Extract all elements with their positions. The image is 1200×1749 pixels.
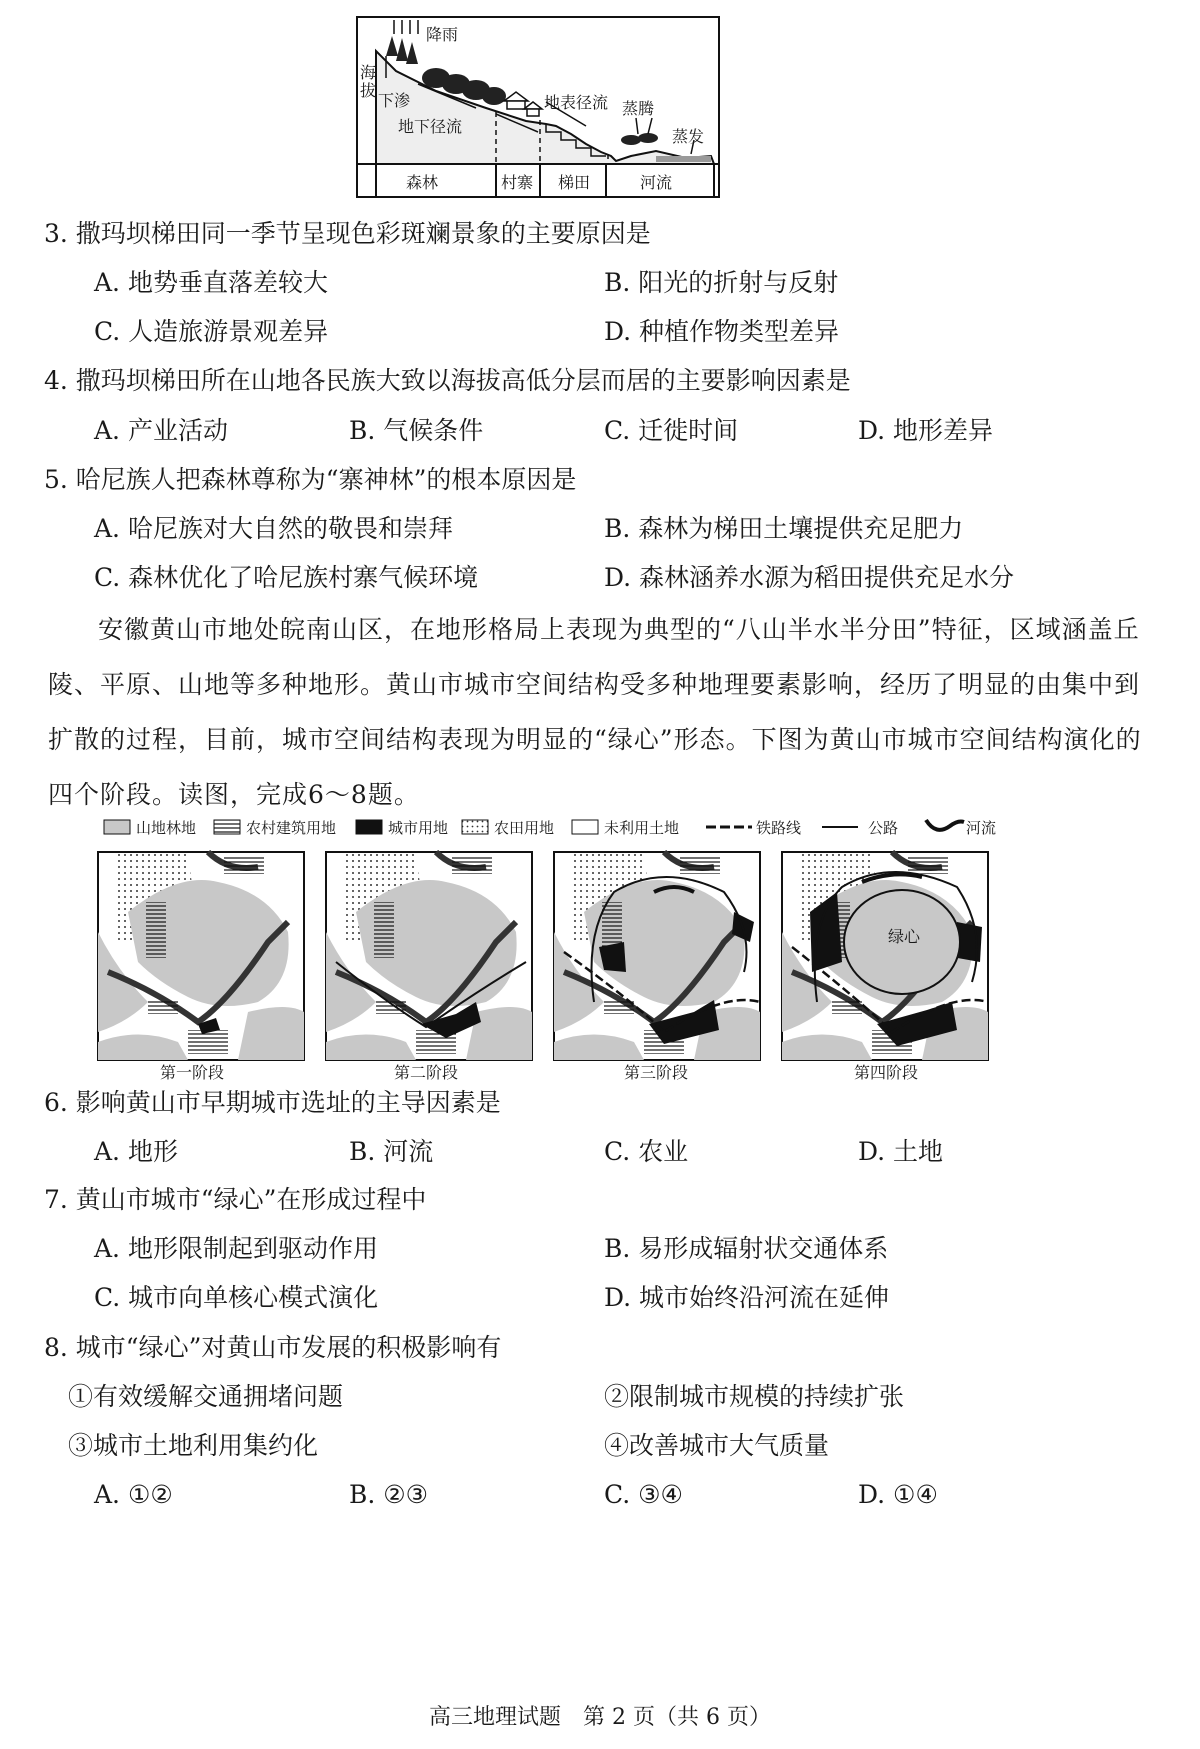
legend-river: 河流 [966, 819, 997, 837]
stage-2-map [326, 852, 532, 1060]
question-7-option-a[interactable]: A. 地形限制起到驱动作用 [94, 1234, 378, 1263]
label-surface-runoff: 地表径流 [544, 93, 609, 112]
question-3-option-c[interactable]: C. 人造旅游景观差异 [94, 317, 329, 346]
stage-1-label: 第一阶段 [160, 1063, 225, 1082]
question-6-stem: 6. 影响黄山市早期城市选址的主导因素是 [44, 1088, 501, 1117]
stage-4-label: 第四阶段 [854, 1063, 919, 1082]
question-8-stem: 8. 城市“绿心”对黄山市发展的积极影响有 [44, 1333, 502, 1362]
question-8-statement-4: ④改善城市大气质量 [604, 1431, 830, 1460]
question-3-option-d[interactable]: D. 种植作物类型差异 [604, 317, 840, 346]
question-8-option-a[interactable]: A. ①② [94, 1480, 173, 1509]
page-footer: 高三地理试题 第 2 页（共 6 页） [429, 1705, 771, 1730]
label-rain: 降雨 [426, 25, 459, 44]
question-5-option-a[interactable]: A. 哈尼族对大自然的敬畏和崇拜 [94, 514, 453, 543]
zone-village: 村寨 [501, 173, 534, 192]
label-infiltration: 下渗 [378, 91, 411, 110]
reading-passage: 安徽黄山市地处皖南山区，在地形格局上表现为典型的“八山半水半分田”特征，区域涵盖丘陵、平原、山地等多种地形。黄山市城市空间结构受多种地理要素影响，经历了明显的由集中到扩散的过程，目前，城市空间结构表现为明显的“绿心”形态。下图为黄山市城市空间结构演化的四个阶段。读图，完成6～8题。 [48, 615, 1142, 809]
question-4-option-b[interactable]: B. 气候条件 [349, 416, 484, 445]
question-8-option-d[interactable]: D. ①④ [858, 1480, 938, 1509]
legend-rural-building: 农村建筑用地 [246, 819, 337, 837]
green-core-label: 绿心 [888, 927, 921, 946]
question-4-option-d[interactable]: D. 地形差异 [858, 416, 994, 445]
question-6-option-a[interactable]: A. 地形 [94, 1137, 178, 1166]
legend-urban: 城市用地 [388, 819, 449, 837]
question-6-option-c[interactable]: C. 农业 [604, 1137, 689, 1166]
label-transpiration: 蒸腾 [622, 99, 655, 118]
question-7-option-b[interactable]: B. 易形成辐射状交通体系 [604, 1234, 889, 1263]
question-8-statement-2: ②限制城市规模的持续扩张 [604, 1382, 905, 1411]
legend-mountain-forest: 山地林地 [136, 819, 197, 837]
legend-unused: 未利用土地 [604, 819, 680, 837]
question-7-stem: 7. 黄山市城市“绿心”在形成过程中 [44, 1185, 427, 1214]
question-5-stem: 5. 哈尼族人把森林尊称为“寨神林”的根本原因是 [44, 465, 577, 494]
question-4-option-a[interactable]: A. 产业活动 [94, 416, 228, 445]
question-8-statement-1: ①有效缓解交通拥堵问题 [68, 1382, 344, 1411]
legend-railway: 铁路线 [756, 819, 802, 837]
figure-legend [100, 814, 1000, 840]
question-4-stem: 4. 撒玛坝梯田所在山地各民族大致以海拔高低分层而居的主要影响因素是 [44, 366, 851, 395]
question-6-option-b[interactable]: B. 河流 [349, 1137, 434, 1166]
legend-road: 公路 [868, 819, 899, 837]
question-3-option-a[interactable]: A. 地势垂直落差较大 [94, 268, 328, 297]
question-6-option-d[interactable]: D. 土地 [858, 1137, 944, 1166]
zone-river: 河流 [640, 173, 673, 192]
question-5-option-d[interactable]: D. 森林涵养水源为稻田提供充足水分 [604, 563, 1015, 592]
stage-maps-svg [96, 850, 1000, 1082]
figure-terrain-section [356, 16, 720, 198]
question-3-stem: 3. 撒玛坝梯田同一季节呈现色彩斑斓景象的主要原因是 [44, 219, 651, 248]
question-8-option-b[interactable]: B. ②③ [349, 1480, 429, 1509]
zone-terraces: 梯田 [558, 173, 591, 192]
question-8-option-c[interactable]: C. ③④ [604, 1480, 683, 1509]
stage-4-map [782, 852, 988, 1060]
question-7-option-d[interactable]: D. 城市始终沿河流在延伸 [604, 1283, 890, 1312]
legend-farmland: 农田用地 [494, 819, 555, 837]
question-5-option-c[interactable]: C. 森林优化了哈尼族村寨气候环境 [94, 563, 479, 592]
stage-2-label: 第二阶段 [394, 1063, 459, 1082]
question-5-option-b[interactable]: B. 森林为梯田土壤提供充足肥力 [604, 514, 964, 543]
stage-1-map [98, 852, 304, 1060]
label-groundwater: 地下径流 [398, 117, 463, 136]
stage-3-map [554, 852, 760, 1060]
question-7-option-c[interactable]: C. 城市向单核心模式演化 [94, 1283, 379, 1312]
figure-stage-maps [96, 850, 1000, 1082]
zone-forest: 森林 [406, 173, 439, 192]
question-3-option-b[interactable]: B. 阳光的折射与反射 [604, 268, 839, 297]
label-evaporation: 蒸发 [672, 127, 705, 146]
stage-3-label: 第三阶段 [624, 1063, 689, 1082]
question-4-option-c[interactable]: C. 迁徙时间 [604, 416, 739, 445]
label-altitude: 海 拔 [360, 63, 377, 100]
question-8-statement-3: ③城市土地利用集约化 [68, 1431, 319, 1460]
